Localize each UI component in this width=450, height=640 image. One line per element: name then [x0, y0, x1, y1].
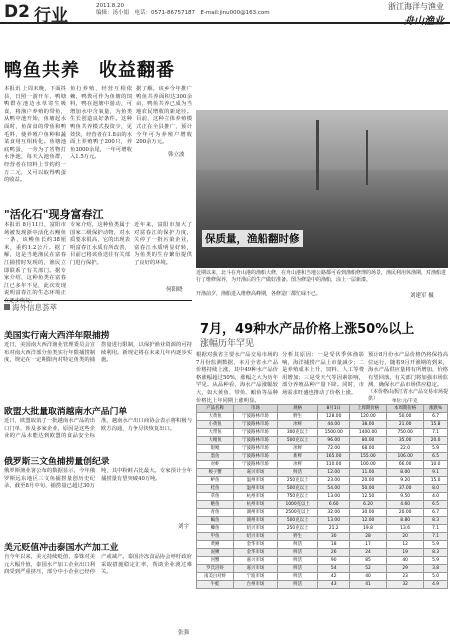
story2-col-1: 本报讯 8月11日，富阳市场被发现浙中活化石鳗鱼一条，该鳗鱼长约38厘米，重约1.2公斤。据了解，这是当地渔民在富春江捕捞时发现的，渔民立即联系了有关部门。据专家介绍，这种鱼类在富春江已多年不见，此次发现说明富春江的生态环境正在逐步恢复。 — [4, 222, 66, 304]
table-cell: 8.80 — [387, 517, 424, 525]
masthead-right — [388, 1, 444, 27]
table-cell: 宁波路林市场 — [234, 421, 278, 429]
table-row — [197, 541, 448, 549]
table-cell: 金华市场 — [234, 549, 278, 557]
table-cell: 22.0 — [387, 445, 424, 453]
table-cell: 54 — [318, 565, 349, 573]
photo-hull — [196, 170, 448, 268]
section-rule — [4, 300, 192, 301]
table-row — [197, 477, 448, 485]
table-cell: 128.00 — [318, 413, 349, 421]
brief1-title: 美国实行南大西洋年限捕捞 — [4, 331, 110, 341]
table-cell: 鲜活 — [277, 541, 318, 549]
table-row — [197, 557, 448, 565]
table-cell: 宁波路林市场 — [234, 453, 278, 461]
table-cell: 温州市场 — [234, 477, 278, 485]
table-header-cell: 规格 — [277, 405, 318, 413]
table-cell: 750克以上 — [277, 493, 318, 501]
table-cell: 4.0 — [424, 493, 448, 501]
masthead — [0, 0, 450, 27]
table-cell: 嘉兴市场 — [234, 557, 278, 565]
table-cell: 66.00 — [387, 461, 424, 469]
table-cell: 41 — [349, 581, 386, 589]
table-cell: 银鲳 — [197, 445, 234, 453]
table-cell: 宁波市场 — [234, 573, 278, 581]
table-cell: 35.00 — [387, 437, 424, 445]
table-cell: 泥鳅 — [197, 549, 234, 557]
table-cell: 18 — [318, 541, 349, 549]
table-row — [197, 581, 448, 589]
brief4-title: 美元贬值冲击泰国水产加工业 — [4, 543, 119, 553]
table-cell: 鲜活 — [277, 469, 318, 477]
table-cell: 120.00 — [349, 413, 386, 421]
price-table — [196, 404, 448, 589]
story2-col-3: 近年来，富阳市加大了对富春江的保护力度，关停了一批污染企业，富春江水质明显好转，为鱼类的生存繁衍提供了良好的环境。 — [134, 222, 192, 266]
table-row — [197, 421, 448, 429]
table-cell: 鲢鱼 — [197, 501, 234, 509]
table-cell: 11.00 — [349, 469, 386, 477]
table-cell: 9.1 — [424, 469, 448, 477]
table-cell: 110.00 — [318, 461, 349, 469]
masthead-info — [96, 3, 270, 17]
brief2-title: 欧盟大批量取消越南水产品门单 — [4, 407, 128, 417]
table-cell: 500克以上 — [277, 517, 318, 525]
table-cell: 桂鱼 — [197, 485, 234, 493]
lead-col-3: 据了解，该乡今年推广鸭鱼共养面积达300余亩，鸭鱼共养已成为当地农民增收的新途径。目前，这种立体养殖模式正在全县推广，预计今年可为养殖户增收200余万元。 — [136, 86, 192, 146]
table-cell: 3.8 — [424, 565, 448, 573]
table-cell: 野生 — [277, 533, 318, 541]
table-cell: 4.60 — [387, 501, 424, 509]
table-row — [197, 509, 448, 517]
table-cell: 6.7 — [424, 509, 448, 517]
table-cell: 17 — [349, 541, 386, 549]
ship-photo — [196, 110, 448, 268]
table-row — [197, 469, 448, 477]
table-row — [197, 445, 448, 453]
table-cell: 13.6 — [387, 525, 424, 533]
table-cell: 罗氏沼虾 — [197, 565, 234, 573]
brief2-text: 近日，欧盟取消了一批越南水产品的出口门单，涉及多家企业，原因是这些企业的产品未能达到欧盟的食品安全标准。越南水产出口商协会表示将积极与欧方沟通，力争尽快恢复出口。 — [4, 418, 192, 440]
table-cell: 750.00 — [387, 429, 424, 437]
table-row — [197, 573, 448, 581]
issue-date: 2011.8.20 — [96, 3, 124, 9]
brief4-byline: 张强 — [178, 630, 190, 636]
table-cell: 小黄鱼 — [197, 421, 234, 429]
table-cell: 19.8 — [349, 525, 386, 533]
table-cell: 大带鱼 — [197, 429, 234, 437]
table-cell: 5.9 — [424, 557, 448, 565]
photo-byline: 刘建军 摄 — [410, 293, 434, 299]
table-cell: 宁波路林市场 — [234, 413, 278, 421]
publication-logo-text: 舟山渔业 — [404, 16, 444, 27]
table-cell: 宁波路林市场 — [234, 437, 278, 445]
brief3-text: 俄罗斯渔业署公布的数据显示，今年俄罗斯远东地区三文鱼捕捞量创历史纪录，截至8月中旬，捕捞量已超过30万吨，其中粉鲑占比最大。专家预计全年捕捞量有望突破40万吨。 — [4, 468, 192, 490]
table-body — [197, 413, 448, 589]
table-cell: 15.0 — [424, 477, 448, 485]
table-cell: 鲜活 — [277, 581, 318, 589]
table-cell: 21.00 — [387, 421, 424, 429]
story2-title: "活化石"现身富春江 — [4, 208, 104, 221]
table-cell: 10.0 — [424, 461, 448, 469]
table-header-cell: 8月1日 — [318, 405, 349, 413]
table-cell: 100.00 — [349, 461, 386, 469]
photo-mast — [316, 120, 319, 190]
table-cell: 20.00 — [387, 509, 424, 517]
table-cell: 12.50 — [349, 493, 386, 501]
table-row — [197, 429, 448, 437]
table-cell: 30 — [318, 533, 349, 541]
table-row — [197, 549, 448, 557]
table-cell: 80.00 — [349, 437, 386, 445]
table-row — [197, 461, 448, 469]
table-cell: 湖州市场 — [234, 509, 278, 517]
table-cell: 冰鲜 — [277, 461, 318, 469]
table-cell: 青鱼 — [197, 509, 234, 517]
table-cell: 13.00 — [318, 493, 349, 501]
table-row — [197, 533, 448, 541]
table-cell: 6.5 — [424, 453, 448, 461]
story2-byline: 何阳晓 — [166, 287, 183, 293]
table-unit: 单位:元/千克 — [392, 399, 418, 404]
table-cell: 金华市场 — [234, 541, 278, 549]
lead-byline: 韩立波 — [168, 152, 185, 158]
table-cell: 106.00 — [387, 453, 424, 461]
table-cell: 44.00 — [318, 421, 349, 429]
table-cell: 85 — [349, 557, 386, 565]
lead-col-2: 鱼行养殖，经营互相依赖，鸭粪可作为鱼塘的饲料，鸭在池塘中游动，可增加水中含氧量，为鱼类生长创造良好条件。这种鸭鱼共养模式投资少，见效快，经营者在1.8亩的水面上养殖鸭子200只，养鱼3000余尾，一年可增收入1.5万元。 — [70, 86, 132, 161]
lead-headline: 鸭鱼共养 收益翻番 — [4, 60, 175, 81]
table-cell: 23.00 — [318, 477, 349, 485]
table-cell: 40 — [349, 573, 386, 581]
table-cell: 15.8 — [424, 421, 448, 429]
table-cell: 250克以上 — [277, 525, 318, 533]
table-cell: 20 — [387, 533, 424, 541]
table-cell: 野生 — [277, 413, 318, 421]
lead-col-1: 本报讯 上周末晚，下面抖县，日照一游开车，鸭塘鸭群在池边水草寄生吸食，将渔户养殖的带鱼，从鸭中池开始，鱼塘起水面时，鱼苗食的带鱼和鸭毛料，使养殖户鱼种和蔬菜食用互相转化。鱼塘池底鸭蛋，一旁为了省物打水净池，每天入池鱼群，经营者在饲料上节约约一万二元，又可以取得鸭蛋的收益。 — [4, 86, 66, 184]
table-cell: 9.50 — [387, 493, 424, 501]
brief1-text: 近日，美国南大西洋渔业管理委员会宣布对南大西洋部分鱼类实行年限捕捞制度，规定在一定期限内对特定鱼类的捕捞量进行限制，以保护渔业资源的可持续利用。新规定将在未来几年内逐步实施。 — [4, 342, 192, 364]
table-cell: 1500.00 — [318, 429, 349, 437]
story3-col-3: 预计8月份水产品价格仍将保持高位运行，随着9月开渔期的到来，海水产品供应量将有所增加，价格有望回落。有关部门将加强市场监测，确保水产品市场供应稳定。 — [368, 352, 448, 389]
table-cell: 6.20 — [349, 501, 386, 509]
photo-caption: 近期以来，北斗在舟山港的渔船大修，在舟山港和当地公路都可看到渔船修理的场景，渔民利用休渔期，对渔船进行了维修保养，为开渔后的生产做好准备。图为修造中的渔船，涂上一层新漆。 — [196, 270, 447, 283]
table-cell: 12 — [387, 541, 424, 549]
table-cell: 新鲜 — [277, 453, 318, 461]
table-cell: 500克以上 — [277, 437, 318, 445]
table-cell: 19 — [387, 549, 424, 557]
table-cell: 7.1 — [424, 429, 448, 437]
table-cell: 2500克以上 — [277, 509, 318, 517]
section-label — [4, 302, 57, 313]
table-header-cell: 涨跌% — [424, 405, 448, 413]
table-cell: 绍兴市场 — [234, 525, 278, 533]
table-header-cell: 本周期价格 — [387, 405, 424, 413]
table-cell: 鲜活 — [277, 549, 318, 557]
table-cell: 嘉兴市场 — [234, 469, 278, 477]
brief3-byline: 刘宇 — [178, 524, 190, 530]
table-cell: 250克以上 — [277, 477, 318, 485]
table-cell: 90 — [318, 557, 349, 565]
photo-caption-2: 开渔前夕，渔船进入维修高峰期，各修造厂都忙碌不已。 — [196, 291, 322, 297]
table-row — [197, 453, 448, 461]
table-row — [197, 493, 448, 501]
brief4-text: 自今年以来，美元持续贬值，泰铢对美元大幅升值，泰国水产加工企业出口利润受到严重挤压，部分中小企业已经停产或减产。泰国冷冻食品协会呼吁政府采取措施稳定汇率，帮助企业渡过难关。 — [4, 554, 192, 576]
table-cell: 52 — [349, 565, 386, 573]
table-cell: 杭州市场 — [234, 493, 278, 501]
table-cell: 对虾 — [197, 461, 234, 469]
table-cell: 500克以上 — [277, 485, 318, 493]
table-cell: 6.7 — [424, 413, 448, 421]
table-cell: 54.00 — [318, 485, 349, 493]
table-cell: 温州市场 — [234, 485, 278, 493]
table-cell: 鲈鱼 — [197, 477, 234, 485]
table-cell: 50.00 — [387, 413, 424, 421]
table-row — [197, 437, 448, 445]
table-cell: 南美白对虾 — [197, 573, 234, 581]
table-cell: 宁波路林市场 — [234, 445, 278, 453]
story3-footnote: （本价格由浙江省水产品交易市场提供） — [368, 389, 449, 402]
table-cell: 湖州市场 — [234, 517, 278, 525]
table-cell: 40 — [387, 557, 424, 565]
table-header-cell: 市场 — [234, 405, 278, 413]
table-cell: 宁波路林市场 — [234, 429, 278, 437]
table-cell: 37.00 — [387, 485, 424, 493]
story3-subtitle: 涨幅历年罕见 — [200, 339, 255, 349]
section-name: 行业 — [34, 6, 68, 26]
table-cell: 300克以上 — [277, 429, 318, 437]
table-header-row — [197, 405, 448, 413]
table-cell: 28 — [349, 533, 386, 541]
table-cell: 鲜活 — [277, 573, 318, 581]
table-cell: 5.0 — [424, 573, 448, 581]
table-cell: 草鱼 — [197, 493, 234, 501]
table-cell: 梭子蟹 — [197, 469, 234, 477]
table-row — [197, 565, 448, 573]
table-cell: 6.60 — [318, 501, 349, 509]
table-header-cell: 上周期价格 — [349, 405, 386, 413]
table-cell: 68.00 — [349, 445, 386, 453]
table-cell: 甲鱼 — [197, 533, 234, 541]
table-row — [197, 485, 448, 493]
table-cell: 1000克以上 — [277, 501, 318, 509]
table-cell: 4.9 — [424, 581, 448, 589]
table-cell: 7.1 — [424, 525, 448, 533]
table-cell: 13.00 — [318, 517, 349, 525]
table-row — [197, 517, 448, 525]
table-cell: 7.1 — [424, 533, 448, 541]
table-cell: 绍兴市场 — [234, 533, 278, 541]
table-cell: 墨鱼 — [197, 453, 234, 461]
table-cell: 1400.00 — [349, 429, 386, 437]
table-cell: 河蟹 — [197, 557, 234, 565]
table-cell: 23 — [387, 573, 424, 581]
table-cell: 29 — [387, 565, 424, 573]
table-cell: 26 — [318, 549, 349, 557]
table-cell: 32 — [387, 581, 424, 589]
table-cell: 杭州市场 — [234, 501, 278, 509]
table-cell: 嘉兴市场 — [234, 565, 278, 573]
table-cell: 30.00 — [349, 509, 386, 517]
table-cell: 96.00 — [318, 437, 349, 445]
section-square-icon — [4, 304, 10, 310]
editor-line: 编辑：汤小娟 电话：0571-86757187 E-mail:jinu000@163.com — [96, 10, 270, 16]
table-cell: 鳊鱼 — [197, 517, 234, 525]
table-cell: 牛蛙 — [197, 581, 234, 589]
table-cell: 9.20 — [387, 477, 424, 485]
table-cell: 12.00 — [318, 469, 349, 477]
table-row — [197, 413, 448, 421]
table-cell: 32.00 — [318, 509, 349, 517]
brief3-title: 俄罗斯三文鱼捕捞量创纪录 — [4, 457, 110, 467]
table-cell: 12.00 — [349, 517, 386, 525]
table-cell: 8.0 — [424, 485, 448, 493]
table-cell: 大鲳鱼 — [197, 437, 234, 445]
publication-name: 浙江海洋与渔业 — [388, 2, 444, 11]
table-cell: 20.0 — [424, 437, 448, 445]
story3-title: 7月，49种水产品价格上涨50%以上 — [200, 322, 415, 337]
table-cell: 72.00 — [318, 445, 349, 453]
table-cell: 8.3 — [424, 517, 448, 525]
table-cell: 鲫鱼 — [197, 525, 234, 533]
table-cell: 20.00 — [349, 477, 386, 485]
page-number: D2 — [4, 2, 30, 22]
table-cell: 冰鲜 — [277, 421, 318, 429]
table-header-cell: 产品名称 — [197, 405, 234, 413]
table-cell: 5.9 — [424, 445, 448, 453]
table-cell: 8.00 — [387, 469, 424, 477]
table-cell: 165.00 — [318, 453, 349, 461]
story3-col-2: 分析其原因：一是受伏季休渔影响，海洋捕捞产品上市量减少；二是养殖成本上升，饲料、人工等费用增加；三是受天气等因素影响，部分养殖品种产量下降。同时，市场需求旺盛也推动了价格上涨。 — [282, 352, 364, 396]
table-cell: 鲜活 — [277, 557, 318, 565]
table-cell: 42 — [318, 573, 349, 581]
table-cell: 6.5 — [424, 501, 448, 509]
table-cell: 24 — [349, 549, 386, 557]
table-cell: 50.00 — [349, 485, 386, 493]
photo-mast-2 — [366, 130, 368, 185]
story2-col-2: 专家介绍，这种鱼类属于国家二级保护动物，对水质要求很高，它的出现表明富春江水质有所改善，目前已将该鱼送往有关部门进行保护。 — [70, 222, 130, 266]
table-cell: 43 — [318, 581, 349, 589]
table-cell: 155.00 — [349, 453, 386, 461]
table-cell: 宁波路林市场 — [234, 461, 278, 469]
story3-col-1: 根据对我省主要水产品交易市场的7月份监测数据，本月全省水产品价格持续上涨，其中49种水产品价格涨幅超过50%，涨幅之大为历年罕见。从品种看，海水产品涨幅较大，如大黄鱼、带鱼、鲳鱼等品种价格比上年同期上涨明显。 — [196, 352, 278, 404]
table-cell: 黄鳝 — [197, 541, 234, 549]
table-cell: 8.3 — [424, 549, 448, 557]
table-row — [197, 501, 448, 509]
section-label-text: 海外信息荟萃 — [12, 303, 57, 312]
table-cell: 5.9 — [424, 541, 448, 549]
table-cell: 台州市场 — [234, 581, 278, 589]
photo-title: 保质量，渔船翻时修 — [202, 230, 303, 247]
table-cell: 冰鲜 — [277, 445, 318, 453]
table-cell: 21.2 — [318, 525, 349, 533]
table-cell: 鲜活 — [277, 565, 318, 573]
table-cell: 38.00 — [349, 421, 386, 429]
table-cell: 大黄鱼 — [197, 413, 234, 421]
table-row — [197, 525, 448, 533]
